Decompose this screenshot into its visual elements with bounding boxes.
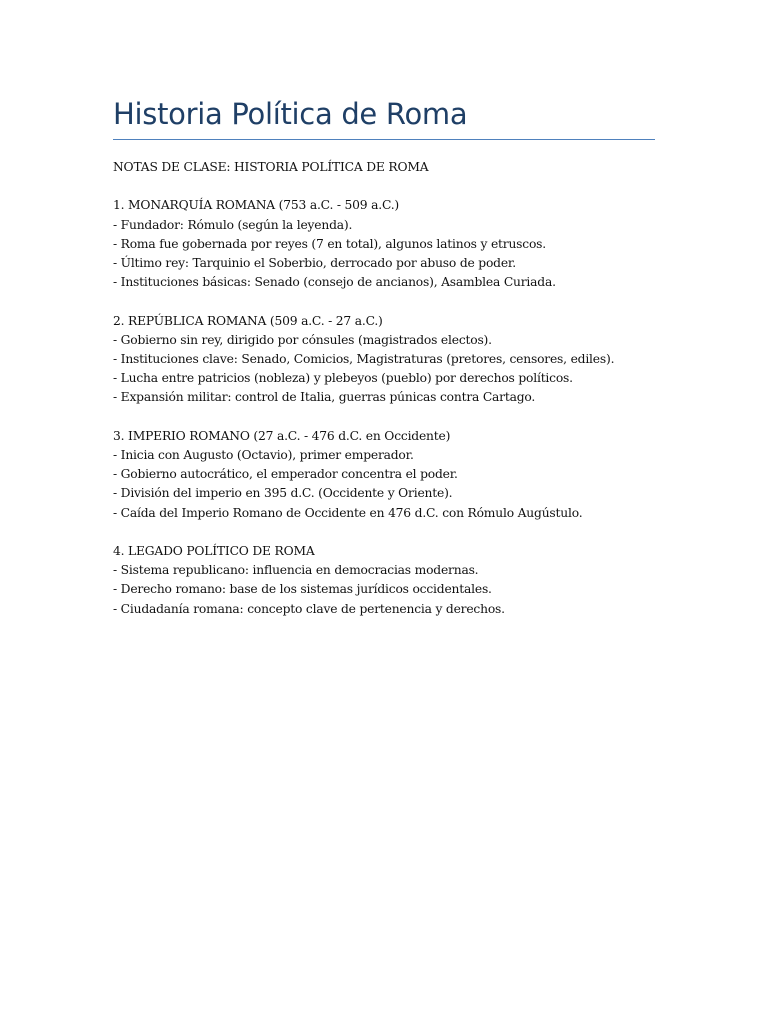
section-line: - Expansión militar: control de Italia, guerras púnicas contra Cartago. bbox=[113, 390, 536, 405]
section-monarquia bbox=[113, 196, 673, 292]
section-line: - Gobierno autocrático, el emperador concentra el poder. bbox=[113, 467, 458, 482]
section-line: - Roma fue gobernada por reyes (7 en total), algunos latinos y etruscos. bbox=[113, 236, 546, 251]
section-line: - Ciudadanía romana: concepto clave de pertenencia y derechos. bbox=[113, 601, 505, 616]
section-line: - Inicia con Augusto (Octavio), primer emperador. bbox=[113, 448, 414, 462]
section-line: - Gobierno sin rey, dirigido por cónsules (magistrados electos). bbox=[113, 332, 492, 347]
document-title: Historia Política de Roma bbox=[113, 97, 468, 131]
section-line: - Sistema republicano: influencia en democracias modernas. bbox=[113, 563, 479, 578]
section-line: - Instituciones clave: Senado, Comicios, Magistraturas (pretores, censores, ediles). bbox=[113, 352, 615, 366]
section-imperio bbox=[113, 427, 673, 523]
section-line: - Caída del Imperio Romano de Occidente en 476 d.C. con Rómulo Augústulo. bbox=[113, 505, 583, 520]
section-legado bbox=[113, 542, 673, 619]
intro-line: NOTAS DE CLASE: HISTORIA POLÍTICA DE ROMA bbox=[113, 160, 429, 174]
section-line: - Último rey: Tarquinio el Soberbio, derrocado por abuso de poder. bbox=[113, 256, 516, 270]
section-line: - Derecho romano: base de los sistemas jurídicos occidentales. bbox=[113, 582, 492, 597]
document-body bbox=[113, 158, 673, 638]
section-line: - División del imperio en 395 d.C. (Occidente y Oriente). bbox=[113, 486, 453, 501]
section-republica bbox=[113, 312, 673, 408]
section-heading: 2. REPÚBLICA ROMANA (509 a.C. - 27 a.C.) bbox=[113, 313, 383, 328]
section-heading: 4. LEGADO POLÍTICO DE ROMA bbox=[113, 544, 315, 558]
section-line: - Fundador: Rómulo (según la leyenda). bbox=[113, 217, 353, 232]
section-heading: 3. IMPERIO ROMANO (27 a.C. - 476 d.C. en Occidente) bbox=[113, 428, 451, 443]
section-line: - Instituciones básicas: Senado (consejo de ancianos), Asamblea Curiada. bbox=[113, 275, 556, 290]
section-line: - Lucha entre patricios (nobleza) y plebeyos (pueblo) por derechos políticos. bbox=[113, 371, 573, 386]
title-underline bbox=[113, 139, 655, 140]
section-heading: 1. MONARQUÍA ROMANA (753 a.C. - 509 a.C.) bbox=[113, 198, 400, 213]
